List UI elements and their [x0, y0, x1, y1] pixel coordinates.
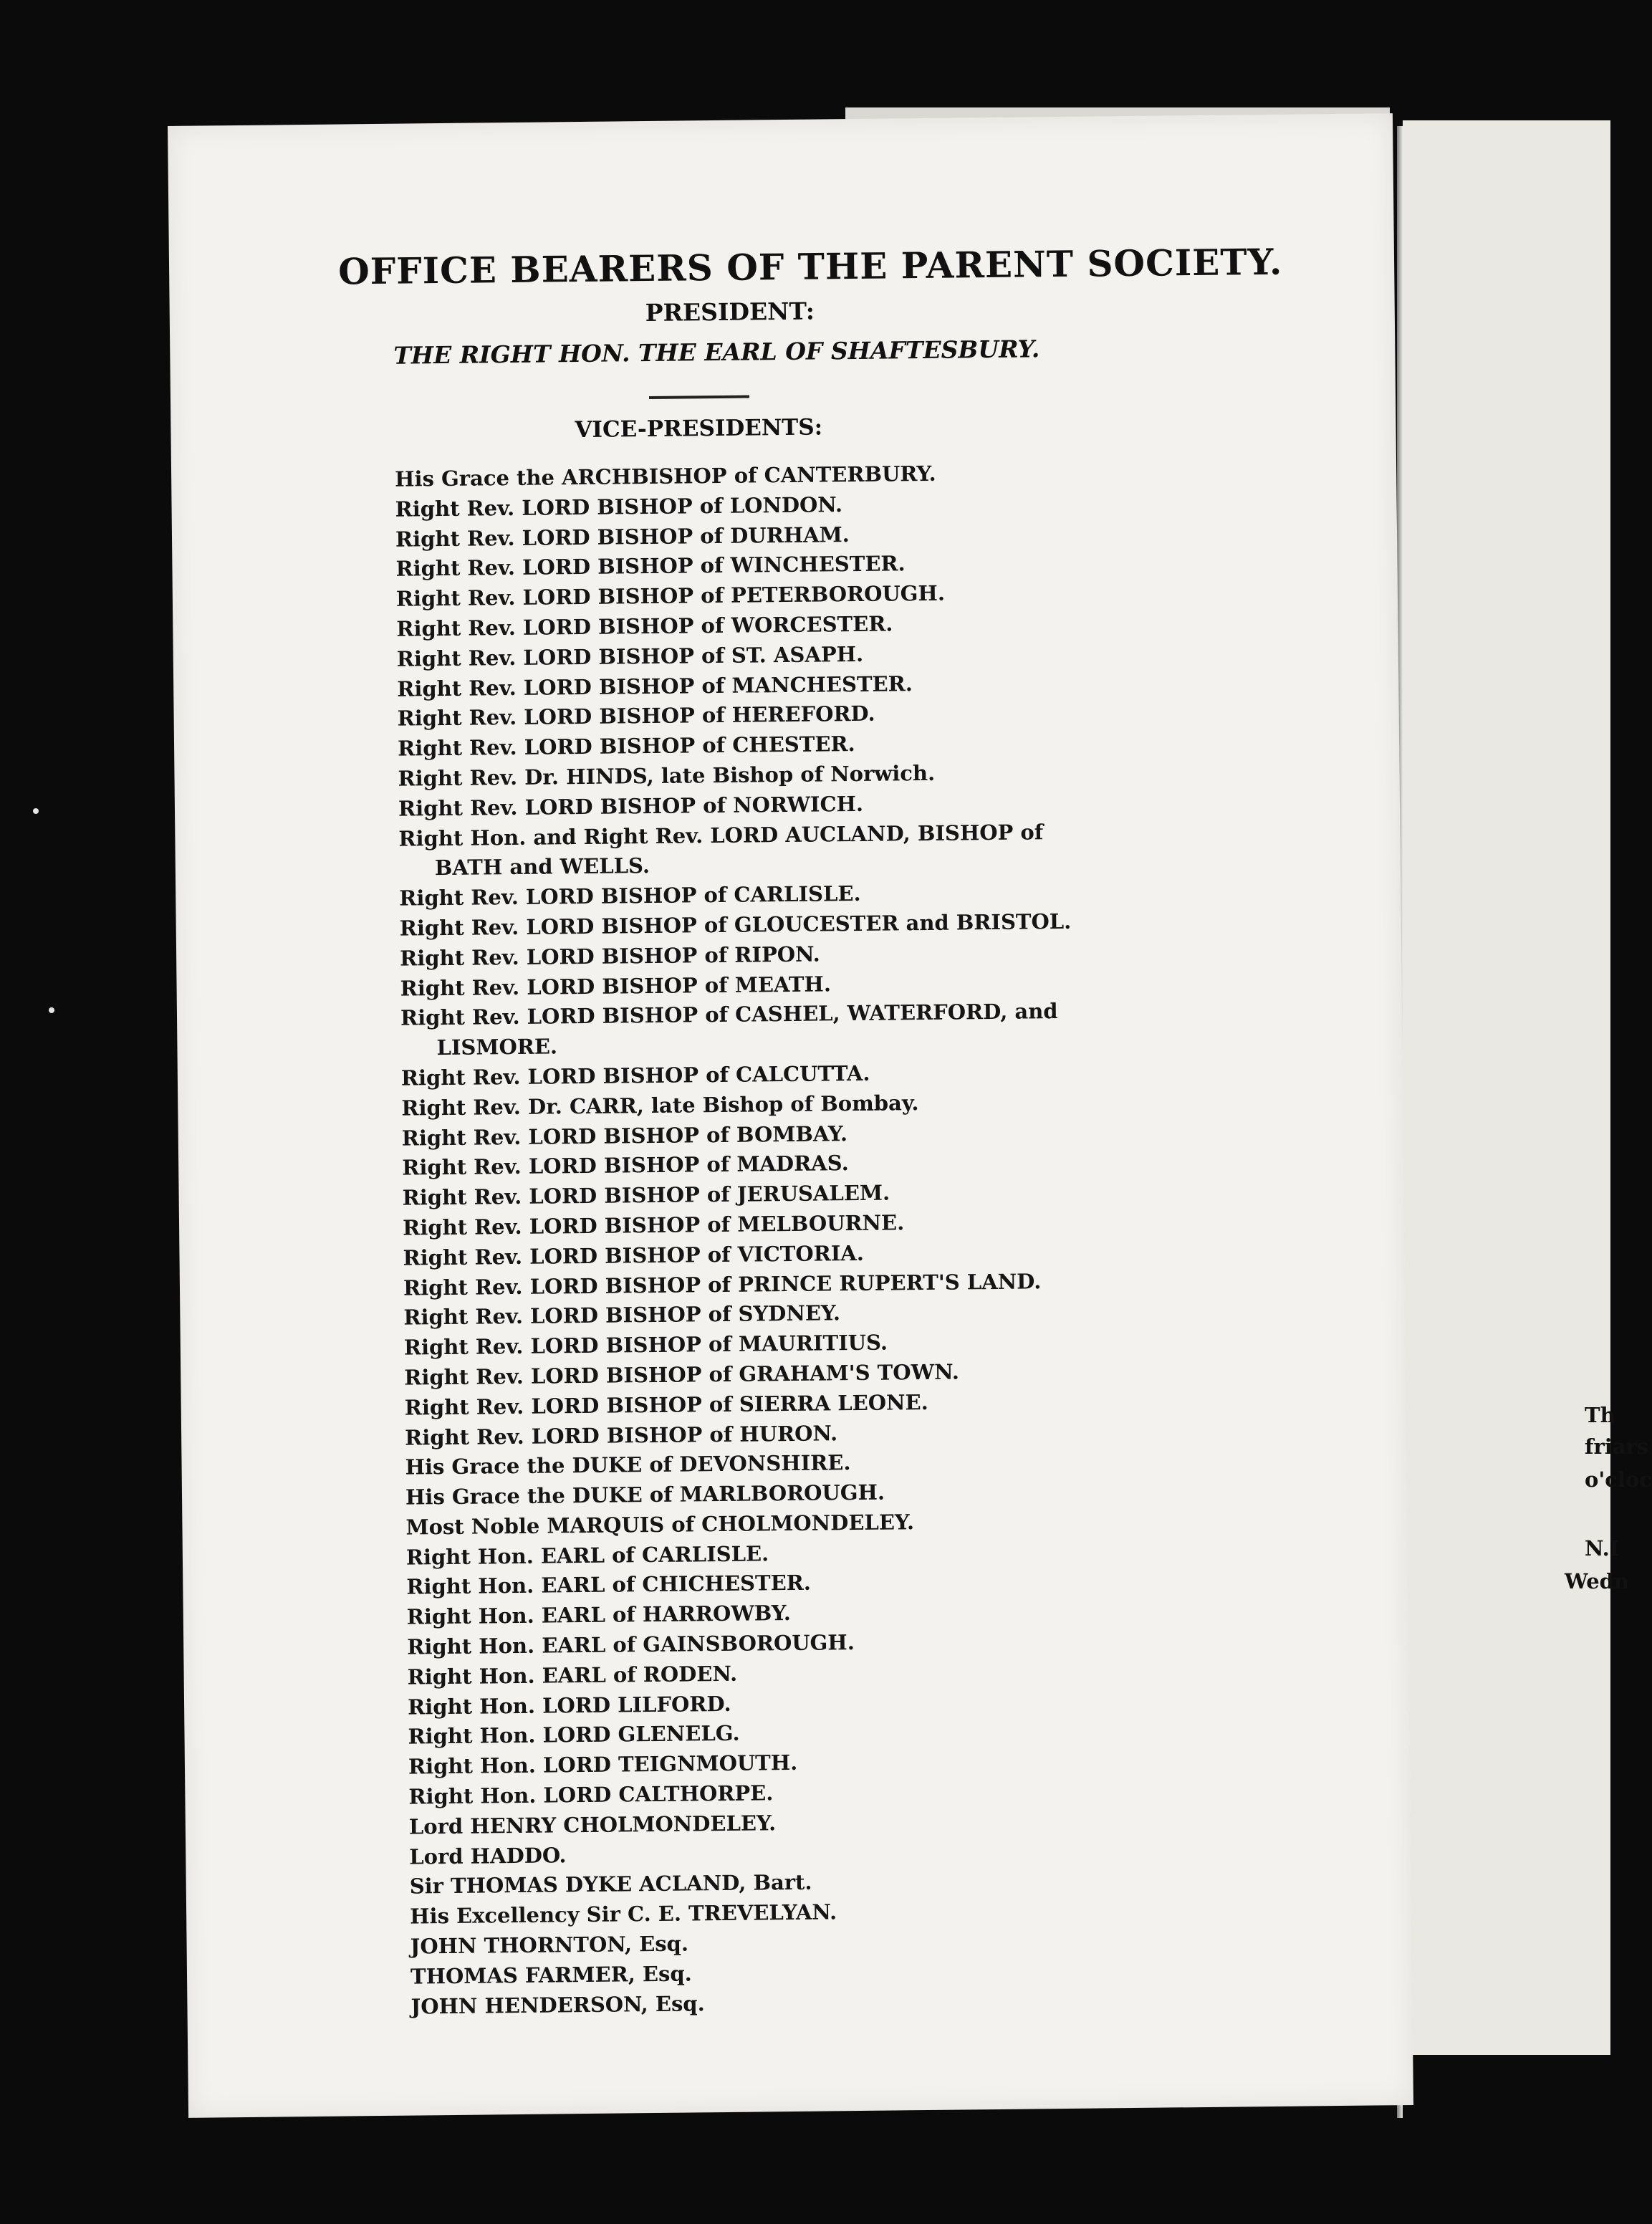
vice-president-entry: BATH and WELLS. — [434, 853, 650, 881]
vice-president-entry: Right Rev. LORD BISHOP of WORCESTER. — [396, 611, 893, 641]
vice-president-entry: LISMORE. — [436, 1034, 558, 1060]
vice-president-entry: Right Hon. LORD CALTHORPE. — [408, 1780, 774, 1809]
vice-president-entry: Sir THOMAS DYKE ACLAND, Bart. — [409, 1870, 812, 1899]
page-content — [168, 113, 1393, 2019]
adjacent-fragment: Th — [1585, 1403, 1615, 1427]
president-heading: PRESIDENT: — [645, 297, 815, 327]
vice-president-entry: Right Rev. LORD BISHOP of HEREFORD. — [397, 701, 875, 732]
vice-president-entry: Lord HENRY CHOLMONDELEY. — [408, 1811, 777, 1839]
vice-president-entry: His Grace the DUKE of MARLBOROUGH. — [405, 1480, 885, 1510]
vice-president-entry: Right Rev. LORD BISHOP of MELBOURNE. — [402, 1210, 905, 1240]
vice-president-entry: Right Rev. LORD BISHOP of MANCHESTER. — [397, 671, 913, 701]
vice-president-entry: Right Rev. LORD BISHOP of CALCUTTA. — [400, 1060, 870, 1091]
vice-president-entry: Right Hon. EARL of RODEN. — [407, 1661, 738, 1689]
vice-president-entry: Right Rev. LORD BISHOP of ST. ASAPH. — [396, 641, 864, 671]
vice-president-entry: Right Rev. LORD BISHOP of SYDNEY. — [403, 1300, 841, 1330]
vice-president-entry: His Grace the ARCHBISHOP of CANTERBURY. — [394, 461, 936, 492]
section-divider — [649, 396, 749, 399]
vice-president-entry: Right Rev. LORD BISHOP of LONDON. — [395, 492, 843, 522]
adjacent-fragment: Wedn — [1565, 1569, 1630, 1593]
vice-president-entry: Right Rev. LORD BISHOP of RIPON. — [400, 941, 820, 971]
vice-president-entry: Right Rev. LORD BISHOP of CASHEL, WATERFORD, and — [400, 999, 1058, 1031]
vice-president-entry: Right Rev. LORD BISHOP of VICTORIA. — [403, 1240, 865, 1270]
vice-president-entry: His Grace the DUKE of DEVONSHIRE. — [405, 1450, 851, 1480]
vice-president-entry: Right Hon. LORD TEIGNMOUTH. — [408, 1750, 798, 1779]
adjacent-fragment: o'cloc — [1585, 1467, 1652, 1492]
vice-president-entry: Right Hon. EARL of HARROWBY. — [406, 1601, 792, 1629]
vice-president-entry: Right Rev. LORD BISHOP of CHESTER. — [397, 732, 855, 761]
adjacent-page — [1403, 120, 1652, 2055]
document-page — [168, 113, 1413, 2118]
vice-president-entry: Right Hon. LORD GLENELG. — [408, 1721, 740, 1750]
vice-president-entry: His Excellency Sir C. E. TREVELYAN. — [410, 1899, 837, 1929]
scan-speck — [49, 1007, 54, 1013]
vice-president-entry: Right Rev. LORD BISHOP of MEATH. — [400, 971, 832, 1001]
vice-president-entry: Right Rev. LORD BISHOP of DURHAM. — [395, 522, 850, 552]
vice-presidents-heading: VICE-PRESIDENTS: — [575, 414, 823, 444]
scan-speck — [33, 808, 39, 814]
vice-president-entry: Right Rev. LORD BISHOP of BOMBAY. — [401, 1121, 848, 1151]
adjacent-fragment: friars — [1585, 1434, 1649, 1459]
vice-president-entry: Right Rev. Dr. CARR, late Bishop of Bombay. — [401, 1090, 919, 1121]
vice-president-entry: Right Rev. LORD BISHOP of GRAHAM'S TOWN. — [404, 1359, 960, 1390]
vice-president-entry: Most Noble MARQUIS of CHOLMONDELEY. — [405, 1510, 915, 1540]
vice-president-entry: JOHN THORNTON, Esq. — [410, 1931, 689, 1959]
vice-president-entry: Right Rev. LORD BISHOP of CARLISLE. — [399, 881, 861, 911]
vice-president-entry: Right Rev. LORD BISHOP of MADRAS. — [402, 1151, 849, 1180]
vice-president-entry: Right Rev. LORD BISHOP of HURON. — [405, 1420, 838, 1450]
vice-president-entry: Right Rev. LORD BISHOP of GLOUCESTER and BRISTOL. — [399, 909, 1072, 941]
vice-president-entry: Right Rev. LORD BISHOP of NORWICH. — [398, 791, 864, 821]
vice-president-entry: Right Rev. LORD BISHOP of MAURITIUS. — [403, 1330, 888, 1360]
adjacent-fragment: N.I — [1585, 1536, 1620, 1561]
vice-president-entry: Lord HADDO. — [409, 1842, 567, 1869]
vice-president-entry: Right Hon. EARL of CARLISLE. — [405, 1541, 769, 1570]
vice-president-entry: Right Rev. LORD BISHOP of WINCHESTER. — [395, 551, 906, 582]
vice-president-entry: Right Rev. LORD BISHOP of PRINCE RUPERT'S LAND. — [403, 1268, 1042, 1300]
vice-president-entry: Right Rev. LORD BISHOP of SIERRA LEONE. — [404, 1389, 928, 1420]
vice-president-entry: Right Rev. LORD BISHOP of JERUSALEM. — [402, 1180, 890, 1210]
vice-presidents-list — [395, 458, 1082, 2022]
vice-president-entry: JOHN HENDERSON, Esq. — [410, 1990, 705, 2019]
vice-president-entry: Right Hon. LORD LILFORD. — [407, 1691, 731, 1720]
vice-president-entry: Right Hon. EARL of CHICHESTER. — [406, 1571, 812, 1600]
vice-president-entry: Right Hon. EARL of GAINSBOROUGH. — [407, 1630, 855, 1659]
vice-president-entry: THOMAS FARMER, Esq. — [410, 1961, 692, 1989]
page-title: OFFICE BEARERS OF THE PARENT SOCIETY. — [337, 240, 1283, 293]
president-name: THE RIGHT HON. THE EARL OF SHAFTESBURY. — [393, 335, 1040, 370]
vice-president-entry: Right Rev. Dr. HINDS, late Bishop of Norwich. — [398, 760, 936, 791]
vice-president-entry: Right Hon. and Right Rev. LORD AUCLAND, BISHOP of — [398, 819, 1044, 851]
vice-president-entry: Right Rev. LORD BISHOP of PETERBOROUGH. — [395, 580, 946, 611]
